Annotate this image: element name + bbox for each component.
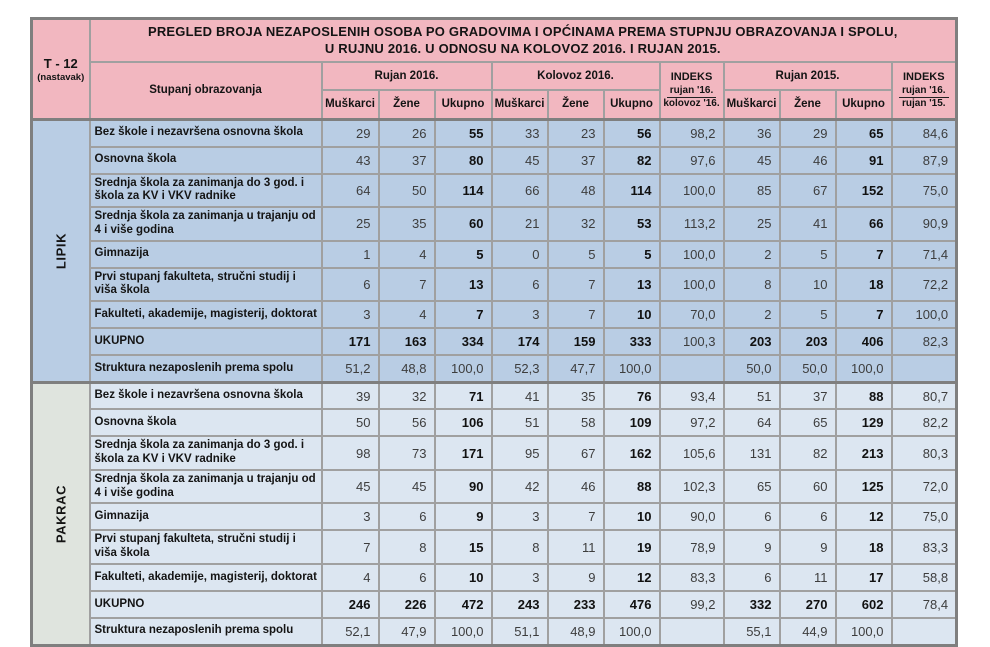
cell-rujan15-muskarci: 25 (724, 207, 780, 241)
indeks-numerator: rujan '16. (899, 85, 949, 99)
cell-kolovoz16-zene: 37 (548, 147, 604, 174)
cell-kolovoz16-zene: 5 (548, 241, 604, 268)
cell-rujan16-zene: 7 (379, 268, 435, 302)
cell-rujan16-muskarci: 3 (322, 503, 379, 530)
cell-indeks-rujan16-kolovoz16: 105,6 (660, 436, 724, 470)
cell-kolovoz16-ukupno: 88 (604, 470, 660, 504)
cell-rujan16-ukupno: 60 (435, 207, 492, 241)
table-row (32, 355, 957, 382)
cell-kolovoz16-zene: 46 (548, 470, 604, 504)
cell-rujan15-zene: 37 (780, 382, 836, 409)
cell-rujan16-zene: 6 (379, 503, 435, 530)
cell-kolovoz16-muskarci: 33 (492, 120, 548, 147)
cell-rujan16-ukupno: 100,0 (435, 618, 492, 645)
cell-indeks-rujan16-kolovoz16: 98,2 (660, 120, 724, 147)
cell-rujan15-muskarci: 203 (724, 328, 780, 355)
cell-rujan15-muskarci: 65 (724, 470, 780, 504)
cell-rujan15-zene: 9 (780, 530, 836, 564)
cell-rujan15-ukupno: 18 (836, 268, 892, 302)
cell-rujan16-muskarci: 25 (322, 207, 379, 241)
col-header-stupanj-obrazovanja: Stupanj obrazovanja (90, 62, 322, 120)
cell-indeks-rujan16-kolovoz16: 100,0 (660, 174, 724, 208)
cell-rujan16-ukupno: 7 (435, 301, 492, 328)
cell-indeks-rujan16-kolovoz16: 90,0 (660, 503, 724, 530)
cell-kolovoz16-zene: 58 (548, 409, 604, 436)
cell-rujan15-zene: 60 (780, 470, 836, 504)
cell-rujan15-ukupno: 100,0 (836, 618, 892, 645)
table-row (32, 120, 957, 147)
cell-indeks-rujan16-kolovoz16: 97,2 (660, 409, 724, 436)
cell-rujan15-zene: 29 (780, 120, 836, 147)
cell-rujan16-ukupno: 171 (435, 436, 492, 470)
cell-indeks-rujan16-rujan15: 82,2 (892, 409, 957, 436)
cell-rujan15-muskarci: 45 (724, 147, 780, 174)
table-row (32, 470, 957, 504)
cell-rujan16-ukupno: 9 (435, 503, 492, 530)
cell-rujan16-ukupno: 15 (435, 530, 492, 564)
cell-kolovoz16-zene: 48,9 (548, 618, 604, 645)
indeks-label: INDEKS (903, 70, 945, 83)
cell-indeks-rujan16-rujan15: 90,9 (892, 207, 957, 241)
cell-kolovoz16-ukupno: 13 (604, 268, 660, 302)
cell-kolovoz16-zene: 23 (548, 120, 604, 147)
cell-rujan16-ukupno: 5 (435, 241, 492, 268)
row-label: Bez škole i nezavršena osnovna škola (90, 120, 322, 147)
cell-kolovoz16-muskarci: 174 (492, 328, 548, 355)
cell-kolovoz16-muskarci: 42 (492, 470, 548, 504)
cell-kolovoz16-muskarci: 6 (492, 268, 548, 302)
col-group-rujan-2016: Rujan 2016. (322, 62, 492, 90)
cell-kolovoz16-zene: 48 (548, 174, 604, 208)
cell-rujan15-zene: 5 (780, 241, 836, 268)
cell-indeks-rujan16-kolovoz16: 70,0 (660, 301, 724, 328)
table-row (32, 564, 957, 591)
cell-rujan16-ukupno: 106 (435, 409, 492, 436)
indeks-label: INDEKS (670, 70, 713, 83)
cell-rujan15-muskarci: 9 (724, 530, 780, 564)
cell-rujan15-zene: 6 (780, 503, 836, 530)
cell-kolovoz16-ukupno: 114 (604, 174, 660, 208)
cell-rujan16-muskarci: 171 (322, 328, 379, 355)
cell-rujan15-ukupno: 91 (836, 147, 892, 174)
cell-rujan16-zene: 45 (379, 470, 435, 504)
cell-kolovoz16-muskarci: 51 (492, 409, 548, 436)
cell-kolovoz16-muskarci: 3 (492, 503, 548, 530)
cell-rujan16-muskarci: 29 (322, 120, 379, 147)
cell-kolovoz16-muskarci: 41 (492, 382, 548, 409)
cell-rujan16-ukupno: 334 (435, 328, 492, 355)
cell-rujan15-ukupno: 152 (836, 174, 892, 208)
cell-rujan16-zene: 47,9 (379, 618, 435, 645)
cell-kolovoz16-muskarci: 66 (492, 174, 548, 208)
cell-rujan15-muskarci: 55,1 (724, 618, 780, 645)
col-header-zene: Žene (379, 90, 435, 120)
cell-kolovoz16-ukupno: 162 (604, 436, 660, 470)
cell-kolovoz16-zene: 9 (548, 564, 604, 591)
cell-rujan15-muskarci: 50,0 (724, 355, 780, 382)
cell-rujan16-zene: 35 (379, 207, 435, 241)
cell-rujan15-ukupno: 129 (836, 409, 892, 436)
cell-rujan16-zene: 32 (379, 382, 435, 409)
cell-rujan15-ukupno: 7 (836, 241, 892, 268)
col-header-ukupno: Ukupno (604, 90, 660, 120)
cell-indeks-rujan16-rujan15: 82,3 (892, 328, 957, 355)
cell-indeks-rujan16-rujan15: 71,4 (892, 241, 957, 268)
cell-kolovoz16-muskarci: 52,3 (492, 355, 548, 382)
cell-kolovoz16-muskarci: 51,1 (492, 618, 548, 645)
cell-rujan15-muskarci: 6 (724, 564, 780, 591)
cell-indeks-rujan16-rujan15: 84,6 (892, 120, 957, 147)
cell-kolovoz16-ukupno: 53 (604, 207, 660, 241)
cell-indeks-rujan16-kolovoz16: 78,9 (660, 530, 724, 564)
cell-kolovoz16-muskarci: 3 (492, 301, 548, 328)
cell-rujan16-ukupno: 71 (435, 382, 492, 409)
col-header-zene: Žene (548, 90, 604, 120)
cell-rujan16-zene: 226 (379, 591, 435, 618)
cell-kolovoz16-ukupno: 82 (604, 147, 660, 174)
cell-rujan16-zene: 73 (379, 436, 435, 470)
cell-rujan15-muskarci: 2 (724, 241, 780, 268)
cell-rujan16-muskarci: 51,2 (322, 355, 379, 382)
cell-indeks-rujan16-rujan15: 80,3 (892, 436, 957, 470)
cell-indeks-rujan16-kolovoz16: 113,2 (660, 207, 724, 241)
cell-rujan15-ukupno: 18 (836, 530, 892, 564)
cell-kolovoz16-muskarci: 21 (492, 207, 548, 241)
cell-indeks-rujan16-kolovoz16: 93,4 (660, 382, 724, 409)
table-tag-cell (32, 19, 90, 120)
cell-kolovoz16-zene: 7 (548, 301, 604, 328)
table-row (32, 409, 957, 436)
cell-rujan15-zene: 41 (780, 207, 836, 241)
row-label: Prvi stupanj fakulteta, stručni studij i viša škola (90, 530, 322, 564)
cell-indeks-rujan16-kolovoz16: 100,0 (660, 241, 724, 268)
row-label: Osnovna škola (90, 409, 322, 436)
cell-kolovoz16-muskarci: 3 (492, 564, 548, 591)
cell-rujan15-zene: 82 (780, 436, 836, 470)
cell-kolovoz16-ukupno: 10 (604, 503, 660, 530)
cell-rujan16-zene: 8 (379, 530, 435, 564)
row-label: Srednja škola za zanimanja u trajanju od 4 i više godina (90, 470, 322, 504)
col-header-muskarci: Muškarci (322, 90, 379, 120)
cell-rujan16-muskarci: 45 (322, 470, 379, 504)
cell-kolovoz16-ukupno: 19 (604, 530, 660, 564)
cell-rujan16-zene: 4 (379, 241, 435, 268)
cell-kolovoz16-zene: 67 (548, 436, 604, 470)
cell-rujan16-muskarci: 39 (322, 382, 379, 409)
row-label: Gimnazija (90, 241, 322, 268)
table-title-line2: U RUJNU 2016. U ODNOSU NA KOLOVOZ 2016. I RUJAN 2015. (324, 41, 721, 57)
section-label: LIPIK (53, 232, 69, 270)
cell-rujan15-ukupno: 17 (836, 564, 892, 591)
cell-rujan16-muskarci: 1 (322, 241, 379, 268)
table-row (32, 328, 957, 355)
cell-indeks-rujan16-rujan15: 100,0 (892, 301, 957, 328)
table-title-line1: PREGLED BROJA NEZAPOSLENIH OSOBA PO GRADOVIMA I OPĆINAMA PREMA STUPNJU OBRAZOVANJA I SPOLU, (147, 23, 898, 39)
row-label: Fakulteti, akademije, magisterij, doktorat (90, 564, 322, 591)
table-row (32, 618, 957, 645)
cell-rujan15-zene: 46 (780, 147, 836, 174)
col-group-rujan-2015: Rujan 2015. (724, 62, 892, 90)
row-label: UKUPNO (90, 591, 322, 618)
cell-rujan15-ukupno: 65 (836, 120, 892, 147)
cell-rujan15-muskarci: 85 (724, 174, 780, 208)
cell-indeks-rujan16-rujan15: 72,2 (892, 268, 957, 302)
table-row (32, 241, 957, 268)
row-label: UKUPNO (90, 328, 322, 355)
cell-rujan16-zene: 37 (379, 147, 435, 174)
cell-kolovoz16-zene: 159 (548, 328, 604, 355)
cell-kolovoz16-ukupno: 5 (604, 241, 660, 268)
section-band-pakrac (32, 382, 90, 645)
table-row (32, 591, 957, 618)
cell-rujan15-zene: 67 (780, 174, 836, 208)
cell-kolovoz16-zene: 47,7 (548, 355, 604, 382)
cell-indeks-rujan16-rujan15: 78,4 (892, 591, 957, 618)
col-header-indeks-rujan16-kolovoz16 (660, 62, 724, 120)
cell-rujan16-zene: 50 (379, 174, 435, 208)
cell-rujan15-zene: 270 (780, 591, 836, 618)
cell-kolovoz16-ukupno: 476 (604, 591, 660, 618)
cell-rujan16-ukupno: 114 (435, 174, 492, 208)
cell-kolovoz16-zene: 11 (548, 530, 604, 564)
cell-rujan15-muskarci: 6 (724, 503, 780, 530)
cell-kolovoz16-zene: 233 (548, 591, 604, 618)
cell-rujan15-ukupno: 213 (836, 436, 892, 470)
cell-kolovoz16-ukupno: 109 (604, 409, 660, 436)
table-row (32, 147, 957, 174)
table-row (32, 503, 957, 530)
cell-rujan15-muskarci: 131 (724, 436, 780, 470)
cell-rujan15-zene: 44,9 (780, 618, 836, 645)
row-label: Gimnazija (90, 503, 322, 530)
cell-rujan15-zene: 65 (780, 409, 836, 436)
cell-rujan16-zene: 6 (379, 564, 435, 591)
cell-indeks-rujan16-rujan15: 80,7 (892, 382, 957, 409)
cell-rujan15-zene: 5 (780, 301, 836, 328)
table-row (32, 207, 957, 241)
cell-indeks-rujan16-rujan15 (892, 355, 957, 382)
cell-rujan15-muskarci: 332 (724, 591, 780, 618)
col-header-muskarci: Muškarci (724, 90, 780, 120)
cell-indeks-rujan16-rujan15: 75,0 (892, 174, 957, 208)
row-label: Struktura nezaposlenih prema spolu (90, 618, 322, 645)
cell-indeks-rujan16-rujan15: 72,0 (892, 470, 957, 504)
row-label: Fakulteti, akademije, magisterij, doktorat (90, 301, 322, 328)
cell-indeks-rujan16-kolovoz16: 83,3 (660, 564, 724, 591)
cell-rujan15-zene: 11 (780, 564, 836, 591)
cell-indeks-rujan16-kolovoz16: 102,3 (660, 470, 724, 504)
cell-kolovoz16-muskarci: 8 (492, 530, 548, 564)
cell-rujan15-ukupno: 406 (836, 328, 892, 355)
col-header-indeks-rujan16-rujan15 (892, 62, 957, 120)
table-row (32, 382, 957, 409)
cell-rujan16-zene: 163 (379, 328, 435, 355)
title-row (32, 19, 957, 62)
table-title (90, 19, 957, 62)
cell-indeks-rujan16-kolovoz16: 100,0 (660, 268, 724, 302)
cell-rujan16-muskarci: 43 (322, 147, 379, 174)
section-band-lipik (32, 120, 90, 383)
row-label: Prvi stupanj fakulteta, stručni studij i viša škola (90, 268, 322, 302)
col-header-muskarci: Muškarci (492, 90, 548, 120)
cell-kolovoz16-muskarci: 0 (492, 241, 548, 268)
cell-kolovoz16-ukupno: 12 (604, 564, 660, 591)
cell-rujan16-zene: 48,8 (379, 355, 435, 382)
cell-indeks-rujan16-kolovoz16 (660, 618, 724, 645)
cell-indeks-rujan16-kolovoz16 (660, 355, 724, 382)
cell-kolovoz16-ukupno: 100,0 (604, 618, 660, 645)
cell-kolovoz16-zene: 35 (548, 382, 604, 409)
table-row (32, 174, 957, 208)
cell-indeks-rujan16-kolovoz16: 100,3 (660, 328, 724, 355)
cell-rujan16-zene: 4 (379, 301, 435, 328)
cell-rujan15-muskarci: 64 (724, 409, 780, 436)
row-label: Osnovna škola (90, 147, 322, 174)
cell-rujan15-muskarci: 8 (724, 268, 780, 302)
cell-rujan15-zene: 203 (780, 328, 836, 355)
row-label: Srednja škola za zanimanja do 3 god. i škola za KV i VKV radnike (90, 174, 322, 208)
indeks-denominator: kolovoz '16. (663, 98, 720, 110)
cell-rujan16-muskarci: 50 (322, 409, 379, 436)
table-body (32, 120, 957, 646)
table-tag: T - 12 (43, 55, 78, 71)
cell-kolovoz16-ukupno: 333 (604, 328, 660, 355)
cell-kolovoz16-zene: 7 (548, 268, 604, 302)
table-row (32, 268, 957, 302)
cell-kolovoz16-ukupno: 100,0 (604, 355, 660, 382)
cell-kolovoz16-zene: 7 (548, 503, 604, 530)
cell-rujan16-ukupno: 100,0 (435, 355, 492, 382)
table-row (32, 436, 957, 470)
cell-rujan16-muskarci: 64 (322, 174, 379, 208)
col-header-ukupno: Ukupno (836, 90, 892, 120)
cell-rujan16-muskarci: 246 (322, 591, 379, 618)
cell-indeks-rujan16-rujan15: 83,3 (892, 530, 957, 564)
cell-kolovoz16-muskarci: 243 (492, 591, 548, 618)
column-group-row (32, 62, 957, 90)
cell-rujan16-zene: 26 (379, 120, 435, 147)
cell-rujan16-ukupno: 80 (435, 147, 492, 174)
cell-kolovoz16-muskarci: 45 (492, 147, 548, 174)
cell-rujan16-ukupno: 10 (435, 564, 492, 591)
unemployment-table (30, 17, 958, 647)
cell-rujan15-muskarci: 51 (724, 382, 780, 409)
cell-rujan15-ukupno: 12 (836, 503, 892, 530)
cell-rujan15-zene: 10 (780, 268, 836, 302)
cell-rujan16-muskarci: 7 (322, 530, 379, 564)
cell-kolovoz16-ukupno: 76 (604, 382, 660, 409)
row-label: Srednja škola za zanimanja do 3 god. i škola za KV i VKV radnike (90, 436, 322, 470)
row-label: Srednja škola za zanimanja u trajanju od 4 i više godina (90, 207, 322, 241)
indeks-numerator: rujan '16. (667, 85, 717, 99)
cell-rujan16-ukupno: 55 (435, 120, 492, 147)
cell-indeks-rujan16-rujan15: 75,0 (892, 503, 957, 530)
cell-rujan16-ukupno: 13 (435, 268, 492, 302)
indeks-denominator: rujan '15. (902, 98, 946, 110)
cell-kolovoz16-zene: 32 (548, 207, 604, 241)
cell-kolovoz16-muskarci: 95 (492, 436, 548, 470)
cell-rujan15-muskarci: 36 (724, 120, 780, 147)
row-label: Struktura nezaposlenih prema spolu (90, 355, 322, 382)
section-label: PAKRAC (53, 484, 69, 543)
cell-rujan16-ukupno: 90 (435, 470, 492, 504)
cell-rujan15-muskarci: 2 (724, 301, 780, 328)
col-header-ukupno: Ukupno (435, 90, 492, 120)
cell-rujan16-zene: 56 (379, 409, 435, 436)
cell-rujan15-ukupno: 100,0 (836, 355, 892, 382)
cell-rujan16-muskarci: 52,1 (322, 618, 379, 645)
cell-kolovoz16-ukupno: 10 (604, 301, 660, 328)
col-header-zene: Žene (780, 90, 836, 120)
col-group-kolovoz-2016: Kolovoz 2016. (492, 62, 660, 90)
cell-rujan16-ukupno: 472 (435, 591, 492, 618)
row-label: Bez škole i nezavršena osnovna škola (90, 382, 322, 409)
table-row (32, 530, 957, 564)
cell-indeks-rujan16-kolovoz16: 97,6 (660, 147, 724, 174)
cell-rujan16-muskarci: 4 (322, 564, 379, 591)
cell-rujan15-ukupno: 88 (836, 382, 892, 409)
cell-indeks-rujan16-rujan15 (892, 618, 957, 645)
table-tag-note: (nastavak) (37, 71, 85, 83)
table-row (32, 301, 957, 328)
cell-kolovoz16-ukupno: 56 (604, 120, 660, 147)
cell-rujan15-ukupno: 7 (836, 301, 892, 328)
cell-rujan15-ukupno: 602 (836, 591, 892, 618)
cell-rujan15-ukupno: 66 (836, 207, 892, 241)
cell-indeks-rujan16-rujan15: 87,9 (892, 147, 957, 174)
cell-indeks-rujan16-rujan15: 58,8 (892, 564, 957, 591)
cell-rujan15-zene: 50,0 (780, 355, 836, 382)
cell-rujan16-muskarci: 6 (322, 268, 379, 302)
cell-indeks-rujan16-kolovoz16: 99,2 (660, 591, 724, 618)
cell-rujan15-ukupno: 125 (836, 470, 892, 504)
cell-rujan16-muskarci: 98 (322, 436, 379, 470)
cell-rujan16-muskarci: 3 (322, 301, 379, 328)
